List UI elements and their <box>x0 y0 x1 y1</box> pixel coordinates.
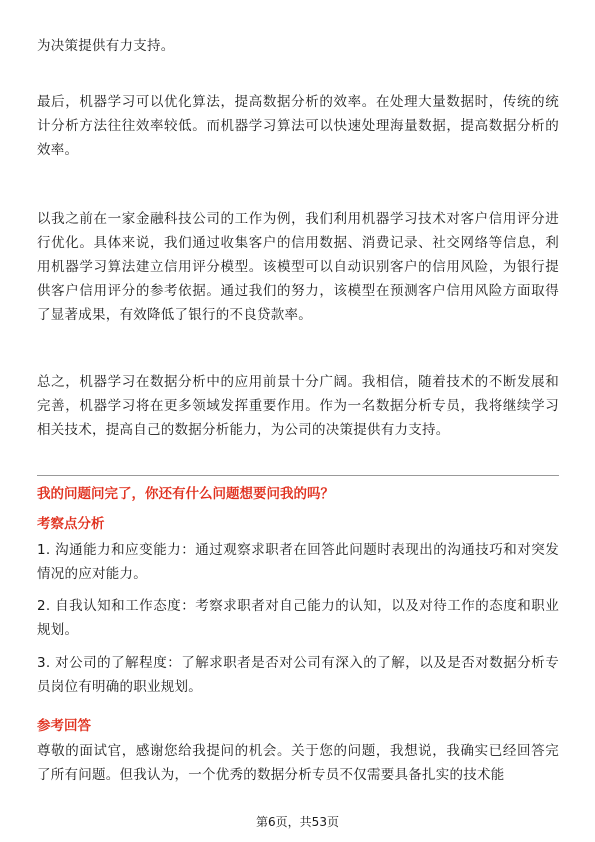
analysis-item: 2. 自我认知和工作态度：考察求职者对自己能力的认知，以及对待工作的态度和职业规划。 <box>37 598 559 638</box>
analysis-item: 3. 对公司的了解程度：了解求职者是否对公司有深入的了解，以及是否对数据分析专员岗位有明确的职业规划。 <box>37 655 559 695</box>
page-number: 第6页，共53页 <box>256 815 339 829</box>
analysis-heading: 考察点分析 <box>37 516 105 532</box>
paragraph-fintech-example: 以我之前在一家金融科技公司的工作为例，我们利用机器学习技术对客户信用评分进行优化。具体来说，我们通过收集客户的信用数据、消费记录、社交网络等信息，利用机器学习算法建立信用评分模型。该模型可以自动识别客户的信用风险，为银行提供客户信用评分的参考依据。通过我们的努力，该模型在预测客户信用风险方面取得了显著成果，有效降低了银行的不良贷款率。 <box>37 211 559 323</box>
analysis-item: 1. 沟通能力和应变能力：通过观察求职者在回答此问题时表现出的沟通技巧和对突发情况的应对能力。 <box>37 542 559 582</box>
reference-answer-text: 尊敬的面试官，感谢您给我提问的机会。关于您的问题，我想说，我确实已经回答完了所有问题。但我认为，一个优秀的数据分析专员不仅需要具备扎实的技术能 <box>37 743 559 783</box>
reference-answer-heading: 参考回答 <box>37 718 91 734</box>
section-divider <box>37 475 559 476</box>
interview-question: 我的问题问完了，你还有什么问题想要问我的吗？ <box>37 486 334 502</box>
paragraph-continuation: 为决策提供有力支持。 <box>37 38 175 54</box>
paragraph-optimize-algorithms: 最后，机器学习可以优化算法，提高数据分析的效率。在处理大量数据时，传统的统计分析方法往往效率较低。而机器学习算法可以快速处理海量数据，提高数据分析的效率。 <box>37 94 559 158</box>
paragraph-conclusion: 总之，机器学习在数据分析中的应用前景十分广阔。我相信，随着技术的不断发展和完善，机器学习将在更多领域发挥重要作用。作为一名数据分析专员，我将继续学习相关技术，提高自己的数据分析能力，为公司的决策提供有力支持。 <box>37 374 559 438</box>
